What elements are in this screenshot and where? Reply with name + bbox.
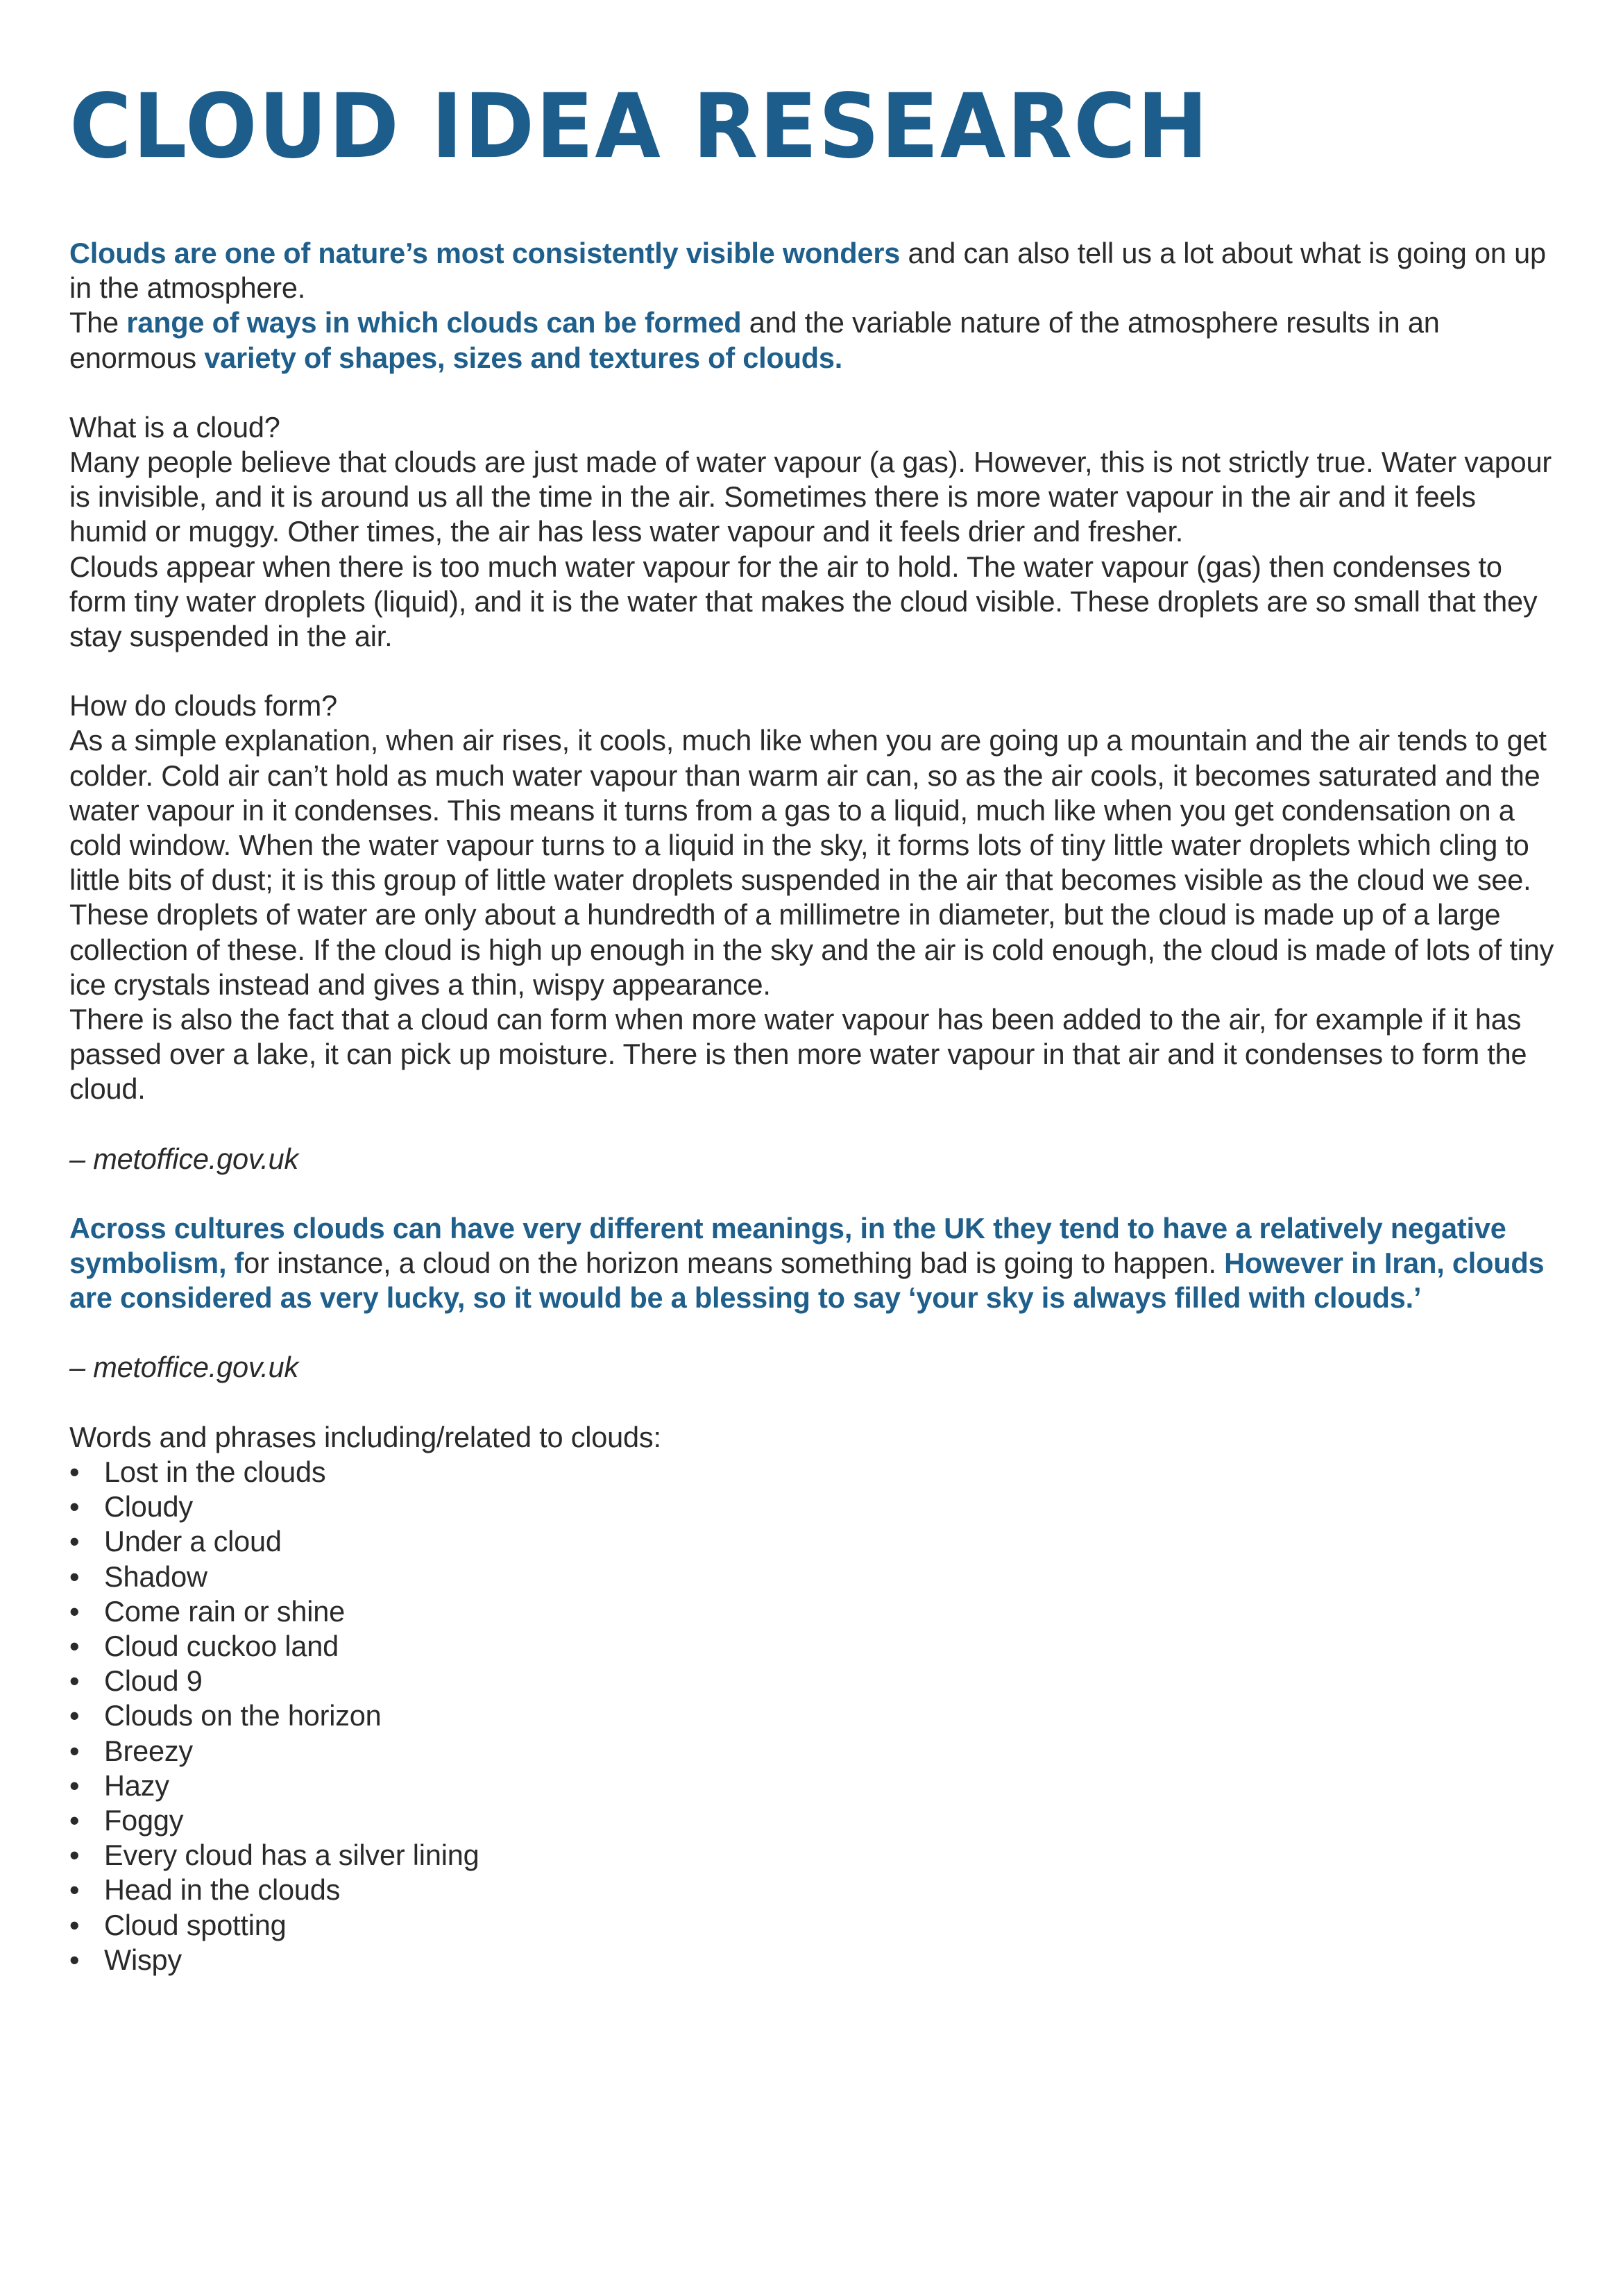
source-citation-1: – metoffice.gov.uk (69, 1142, 299, 1175)
bullet-icon: • (69, 1839, 80, 1872)
intro-text-2b: and the variable nature of the atmosphere results in an enormous (69, 306, 1440, 374)
list-item: • Breezy (69, 1734, 1561, 1769)
bullet-icon: • (69, 1594, 80, 1628)
how-form-paragraph-3: There is also the fact that a cloud can form when more water vapour has been added to the air, for example if it has passed over a lake, it can pick up moisture. There is then more water vapour in that air and it condenses to form the cloud. (69, 1003, 1527, 1106)
intro-text-1: and can also tell us a lot about what is going on up in the atmosphere. (69, 237, 1546, 305)
cultures-highlight-2: However in Iran, clouds are considered as very lucky, so it would be a blessing to say ‘your sky is always filled with clouds.’ (69, 1247, 1545, 1315)
list-item: • Cloud cuckoo land (69, 1629, 1561, 1664)
intro-text-2a: The (69, 306, 127, 339)
how-form-paragraph-1: As a simple explanation, when air rises, it cools, much like when you are going up a mountain and the air tends to get colder. Cold air can’t hold as much water vapour than warm air can, so as the air cools, it becomes saturated and the water vapour in it condenses. This means it turns from a gas to a liquid, much like when you get condensation on a cold window. When the water vapour turns to a liquid in the sky, it forms lots of tiny little water droplets which cling to little bits of dust; it is this group of little water droplets suspended in the air that becomes visible as the cloud we see. (69, 724, 1547, 897)
bullet-icon: • (69, 1455, 80, 1488)
what-is-paragraph-2: Clouds appear when there is too much water vapour for the air to hold. The water vapour (gas) then condenses to form tiny water droplets (liquid), and it is the water that makes the cloud visible. These droplets are so small that they stay suspended in the air. (69, 550, 1538, 653)
bullet-icon: • (69, 1664, 80, 1698)
bullet-icon: • (69, 1525, 80, 1558)
bullet-icon: • (69, 1943, 80, 1976)
what-is-paragraph-1: Many people believe that clouds are just made of water vapour (a gas). However, this is not strictly true. Water vapour is invisible, and it is around us all the time in the air. Sometimes there is more water vapour in the air and it feels humid or muggy. Other times, the air has less water vapour and it feels drier and fresher. (69, 446, 1552, 548)
list-item: • Cloudy (69, 1489, 1561, 1524)
list-item: • Lost in the clouds (69, 1455, 1561, 1489)
list-item: • Clouds on the horizon (69, 1698, 1561, 1733)
list-item: • Head in the clouds (69, 1873, 1561, 1907)
intro-highlight-3: variety of shapes, sizes and textures of clouds. (204, 341, 843, 374)
phrases-heading: Words and phrases including/related to clouds: (69, 1420, 661, 1453)
phrases-list (69, 1455, 1561, 1977)
bullet-icon: • (69, 1560, 80, 1593)
bullet-icon: • (69, 1629, 80, 1662)
cultures-text: or instance, a cloud on the horizon means something bad is going to happen. (244, 1247, 1225, 1280)
list-item: • Shadow (69, 1560, 1561, 1594)
bullet-icon: • (69, 1490, 80, 1523)
how-form-paragraph-2: These droplets of water are only about a hundredth of a millimetre in diameter, but the cloud is made up of a large collection of these. If the cloud is high up enough in the sky and the air is cold enough, the cloud is made of lots of tiny ice crystals instead and gives a thin, wispy appearance. (69, 898, 1554, 1001)
how-form-heading: How do clouds form? (69, 689, 338, 723)
intro-highlight-1: Clouds are one of nature’s most consistently visible wonders (69, 237, 901, 269)
list-item: • Cloud spotting (69, 1908, 1561, 1943)
intro-highlight-2: range of ways in which clouds can be formed (126, 306, 742, 339)
bullet-icon: • (69, 1803, 80, 1837)
cultures-paragraph (69, 1211, 1561, 1316)
list-item: • Under a cloud (69, 1524, 1561, 1559)
list-item: • Wispy (69, 1943, 1561, 1977)
page-title: CLOUD IDEA RESEARCH (69, 74, 1209, 178)
list-item: • Every cloud has a silver lining (69, 1838, 1561, 1873)
body-text (69, 236, 1561, 1977)
what-is-heading: What is a cloud? (69, 410, 280, 444)
bullet-icon: • (69, 1734, 80, 1767)
intro-paragraph-2 (69, 305, 1561, 375)
bullet-icon: • (69, 1699, 80, 1732)
bullet-icon: • (69, 1769, 80, 1802)
source-citation-2: – metoffice.gov.uk (69, 1351, 299, 1384)
bullet-icon: • (69, 1908, 80, 1941)
list-item: • Hazy (69, 1769, 1561, 1803)
list-item: • Come rain or shine (69, 1594, 1561, 1629)
list-item: • Cloud 9 (69, 1664, 1561, 1698)
bullet-icon: • (69, 1873, 80, 1907)
intro-paragraph-1 (69, 236, 1561, 305)
cultures-highlight-1: Across cultures clouds can have very different meanings, in the UK they tend to have a relatively negative symbolism, f (69, 1211, 1506, 1280)
list-item: • Foggy (69, 1803, 1561, 1838)
